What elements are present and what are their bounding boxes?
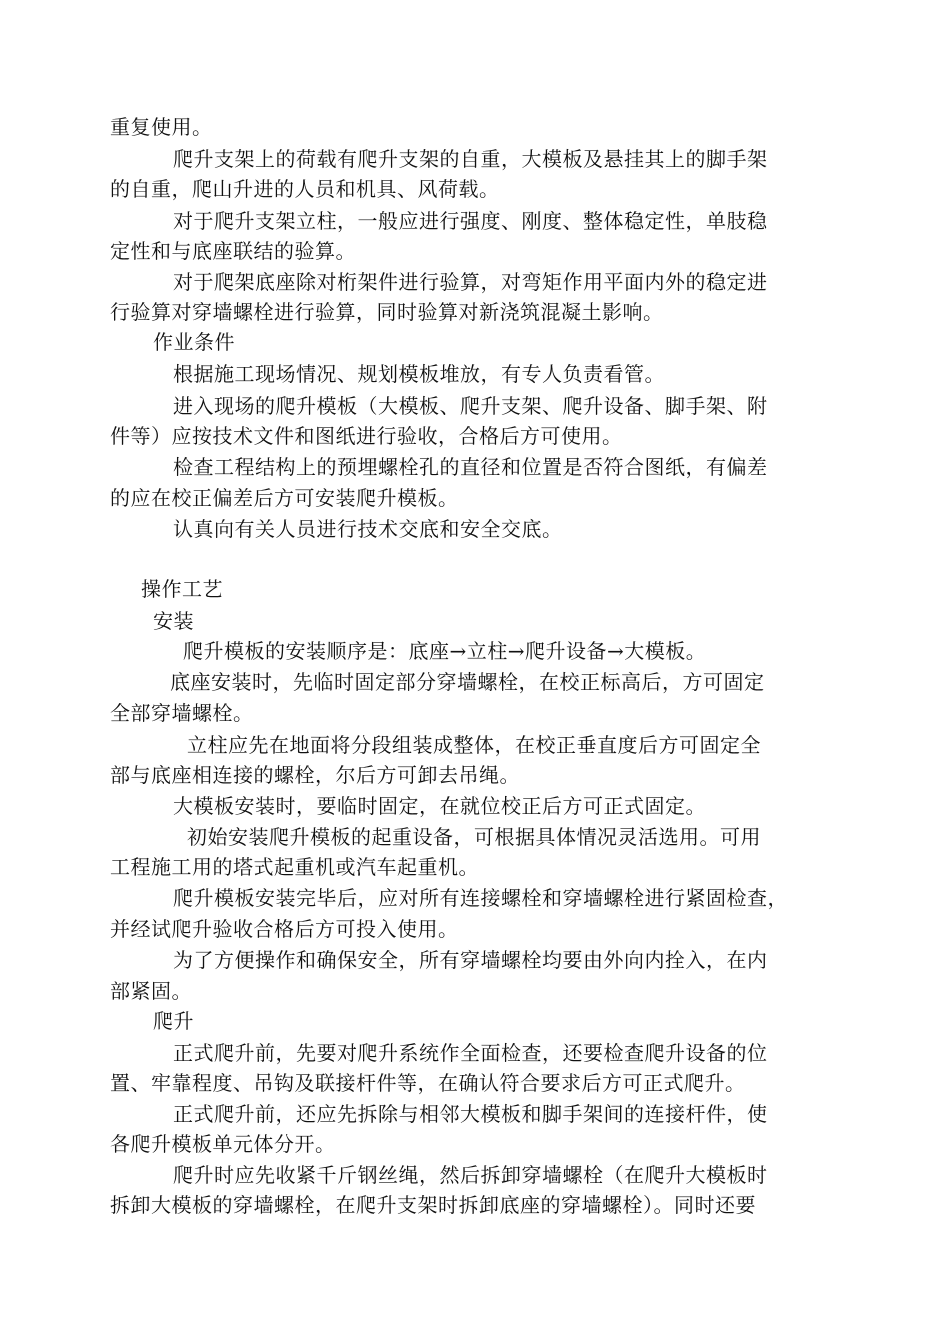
heading-operation-process: 操作工艺 [141,577,223,601]
text-line-14: 认真向有关人员进行技术交底和安全交底。 [173,517,563,541]
text-line-23: 初始安装爬升模板的起重设备，可根据具体情况灵活选用。可用 [187,825,761,849]
text-line-28: 部紧固。 [110,979,192,1003]
text-line-05: 定性和与底座联结的验算。 [110,239,356,263]
text-line-24: 工程施工用的塔式起重机或汽车起重机。 [110,855,479,879]
text-line-32: 正式爬升前，还应先拆除与相邻大模板和脚手架间的连接杆件，使 [173,1102,768,1126]
text-line-11: 件等）应按技术文件和图纸进行验收，合格后方可使用。 [110,424,623,448]
text-line-04: 对于爬升支架立柱，一般应进行强度、刚度、整体稳定性，单肢稳 [173,209,768,233]
text-line-21: 部与底座相连接的螺栓，尔后方可卸去吊绳。 [110,763,520,787]
text-line-22: 大模板安装时，要临时固定，在就位校正后方可正式固定。 [173,794,706,818]
text-line-35: 拆卸大模板的穿墙螺栓，在爬升支架时拆卸底座的穿墙螺栓）。同时还要 [110,1193,756,1217]
text-line-02: 爬升支架上的荷载有爬升支架的自重，大模板及悬挂其上的脚手架 [173,147,768,171]
text-line-33: 各爬升模板单元体分开。 [110,1132,336,1156]
text-line-27: 为了方便操作和确保安全，所有穿墙螺栓均要由外向内拴入，在内 [173,948,768,972]
heading-installation: 安装 [153,609,194,633]
text-line-19: 全部穿墙螺栓。 [110,701,254,725]
text-line-17: 爬升模板的安装顺序是：底座→立柱→爬升设备→大模板。 [183,639,707,663]
text-line-12: 检查工程结构上的预埋螺栓孔的直径和位置是否符合图纸，有偏差 [173,455,768,479]
text-line-26: 并经试爬升验收合格后方可投入使用。 [110,917,459,941]
text-line-34: 爬升时应先收紧千斤钢丝绳，然后拆卸穿墙螺栓（在爬升大模板时 [173,1163,768,1187]
text-line-30: 正式爬升前，先要对爬升系统作全面检查，还要检查爬升设备的位 [173,1041,768,1065]
text-line-03: 的自重，爬山升进的人员和机具、风荷载。 [110,177,500,201]
text-line-09: 根据施工现场情况、规划模板堆放，有专人负责看管。 [173,362,665,386]
text-line-01: 重复使用。 [110,115,213,139]
text-line-25: 爬升模板安装完毕后，应对所有连接螺栓和穿墙螺栓进行紧固检查， [173,886,788,910]
text-line-20: 立柱应先在地面将分段组装成整体，在校正垂直度后方可固定全 [187,733,761,757]
text-line-07: 行验算对穿墙螺栓进行验算，同时验算对新浇筑混凝土影响。 [110,300,664,324]
text-line-13: 的应在校正偏差后方可安装爬升模板。 [110,486,459,510]
text-line-31: 置、牢靠程度、吊钩及联接杆件等，在确认符合要求后方可正式爬升。 [110,1071,746,1095]
heading-climbing: 爬升 [153,1009,194,1033]
text-line-18: 底座安装时，先临时固定部分穿墙螺栓，在校正标高后，方可固定 [170,670,765,694]
text-line-06: 对于爬架底座除对桁架件进行验算，对弯矩作用平面内外的稳定进 [173,270,768,294]
heading-work-conditions: 作业条件 [153,330,235,354]
text-line-10: 进入现场的爬升模板（大模板、爬升支架、爬升设备、脚手架、附 [173,394,768,418]
